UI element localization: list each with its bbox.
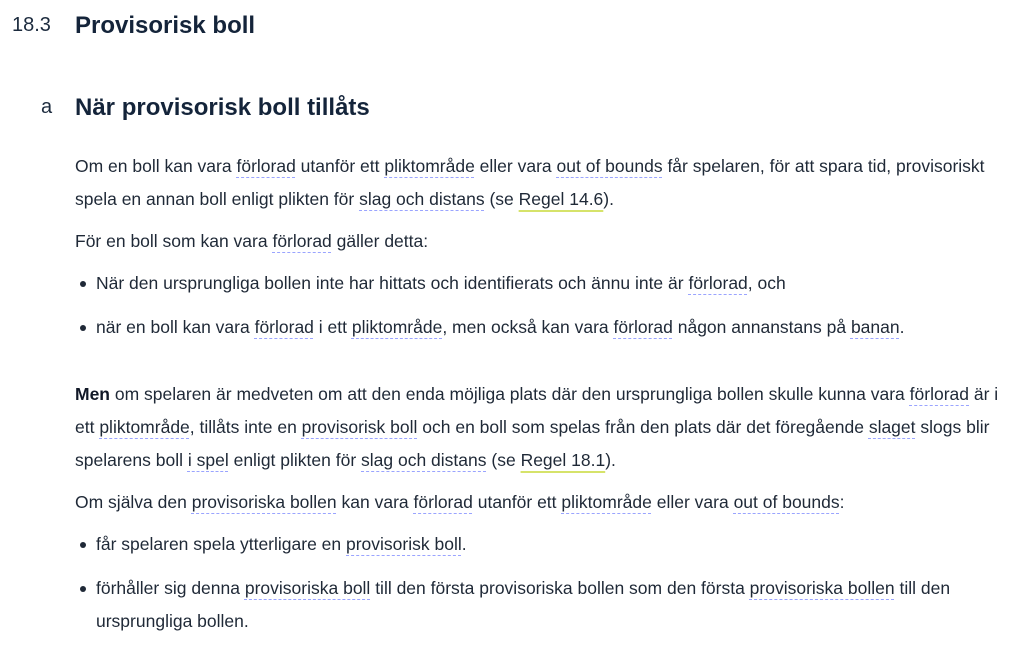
definition-link-forlorad[interactable]: förlorad — [254, 317, 314, 337]
section-number: 18.3 — [12, 14, 51, 36]
definition-link-pliktomrade[interactable]: pliktområde — [351, 317, 443, 337]
paragraph-provisional-lost: Om själva den provisoriska bollen kan vara förlorad utanför ett pliktområde eller vara out of bounds: — [75, 492, 845, 512]
bullet-icon — [80, 586, 86, 592]
definition-link-provisorisk-boll[interactable]: provisorisk boll — [346, 534, 462, 554]
paragraph-lost-ball-conditions: För en boll som kan vara förlorad gäller detta: — [75, 231, 429, 251]
list-item: förhåller sig denna provisoriska boll till den första provisoriska bollen som den första provisoriska bollen till den ursprungliga bollen. — [75, 572, 1005, 638]
definition-link-provisorisk-boll[interactable]: provisorisk boll — [301, 417, 418, 437]
bullet-icon — [80, 325, 86, 331]
bullet-icon — [80, 542, 86, 548]
definition-link-forlorad[interactable]: förlorad — [688, 273, 748, 293]
definition-link-pliktomrade[interactable]: pliktområde — [384, 156, 475, 176]
subsection-title: När provisorisk boll tillåts — [75, 94, 370, 121]
definition-link-banan[interactable]: banan — [850, 317, 900, 337]
definition-link-pliktomrade[interactable]: pliktområde — [561, 492, 652, 512]
definition-link-out-of-bounds[interactable]: out of bounds — [733, 492, 840, 512]
definition-link-forlorad[interactable]: förlorad — [236, 156, 296, 176]
definition-link-forlorad[interactable]: förlorad — [272, 231, 332, 251]
rule-link-18-1[interactable]: Regel 18.1 — [520, 450, 606, 470]
definition-link-out-of-bounds[interactable]: out of bounds — [556, 156, 663, 176]
spacer — [75, 355, 1005, 378]
paragraph-provisional-intro: Om en boll kan vara förlorad utanför ett pliktområde eller vara out of bounds får spelaren, för att spara tid, provisoriskt spela en annan boll enligt plikten för slag och distans (se Regel 14.6). — [75, 156, 985, 209]
bullet-icon — [80, 281, 86, 287]
list-item: när en boll kan vara förlorad i ett pliktområde, men också kan vara förlorad någon annanstans på banan. — [75, 311, 1005, 344]
definition-link-slag-och-distans[interactable]: slag och distans — [361, 450, 487, 470]
rule-content — [75, 150, 1005, 649]
definition-link-forlorad[interactable]: förlorad — [909, 384, 969, 404]
rule-link-14-6[interactable]: Regel 14.6 — [518, 189, 604, 209]
list-item: När den ursprungliga bollen inte har hittats och identifierats och ännu inte är förlorad, och — [75, 267, 1005, 300]
subsection-letter: a — [41, 96, 53, 118]
section-title: Provisorisk boll — [75, 12, 256, 39]
definition-link-provisoriska-bollen[interactable]: provisoriska bollen — [191, 492, 337, 512]
definition-link-provisoriska-boll[interactable]: provisoriska boll — [244, 578, 371, 598]
definition-link-pliktomrade[interactable]: pliktområde — [99, 417, 190, 437]
emphasis-men: Men — [75, 384, 110, 404]
definition-link-i-spel[interactable]: i spel — [187, 450, 229, 470]
definition-link-forlorad[interactable]: förlorad — [413, 492, 473, 512]
paragraph-exception: Men om spelaren är medveten om att den enda möjliga plats där den ursprungliga bollen skulle kunna vara förlorad är i ett pliktområde, tillåts inte en provisorisk boll och en boll som spelas från den plats där det föregående slaget slogs blir spelarens boll i spel enligt plikten för slag och distans (se Regel 18.1). — [75, 384, 999, 470]
list-item: får spelaren spela ytterligare en provisorisk boll. — [75, 528, 1005, 561]
definition-link-forlorad[interactable]: förlorad — [613, 317, 673, 337]
definition-link-slag-och-distans[interactable]: slag och distans — [359, 189, 485, 209]
definition-link-slaget[interactable]: slaget — [868, 417, 916, 437]
provisional-list — [75, 528, 1005, 638]
definition-link-provisoriska-bollen[interactable]: provisoriska bollen — [749, 578, 895, 598]
conditions-list — [75, 267, 1005, 344]
